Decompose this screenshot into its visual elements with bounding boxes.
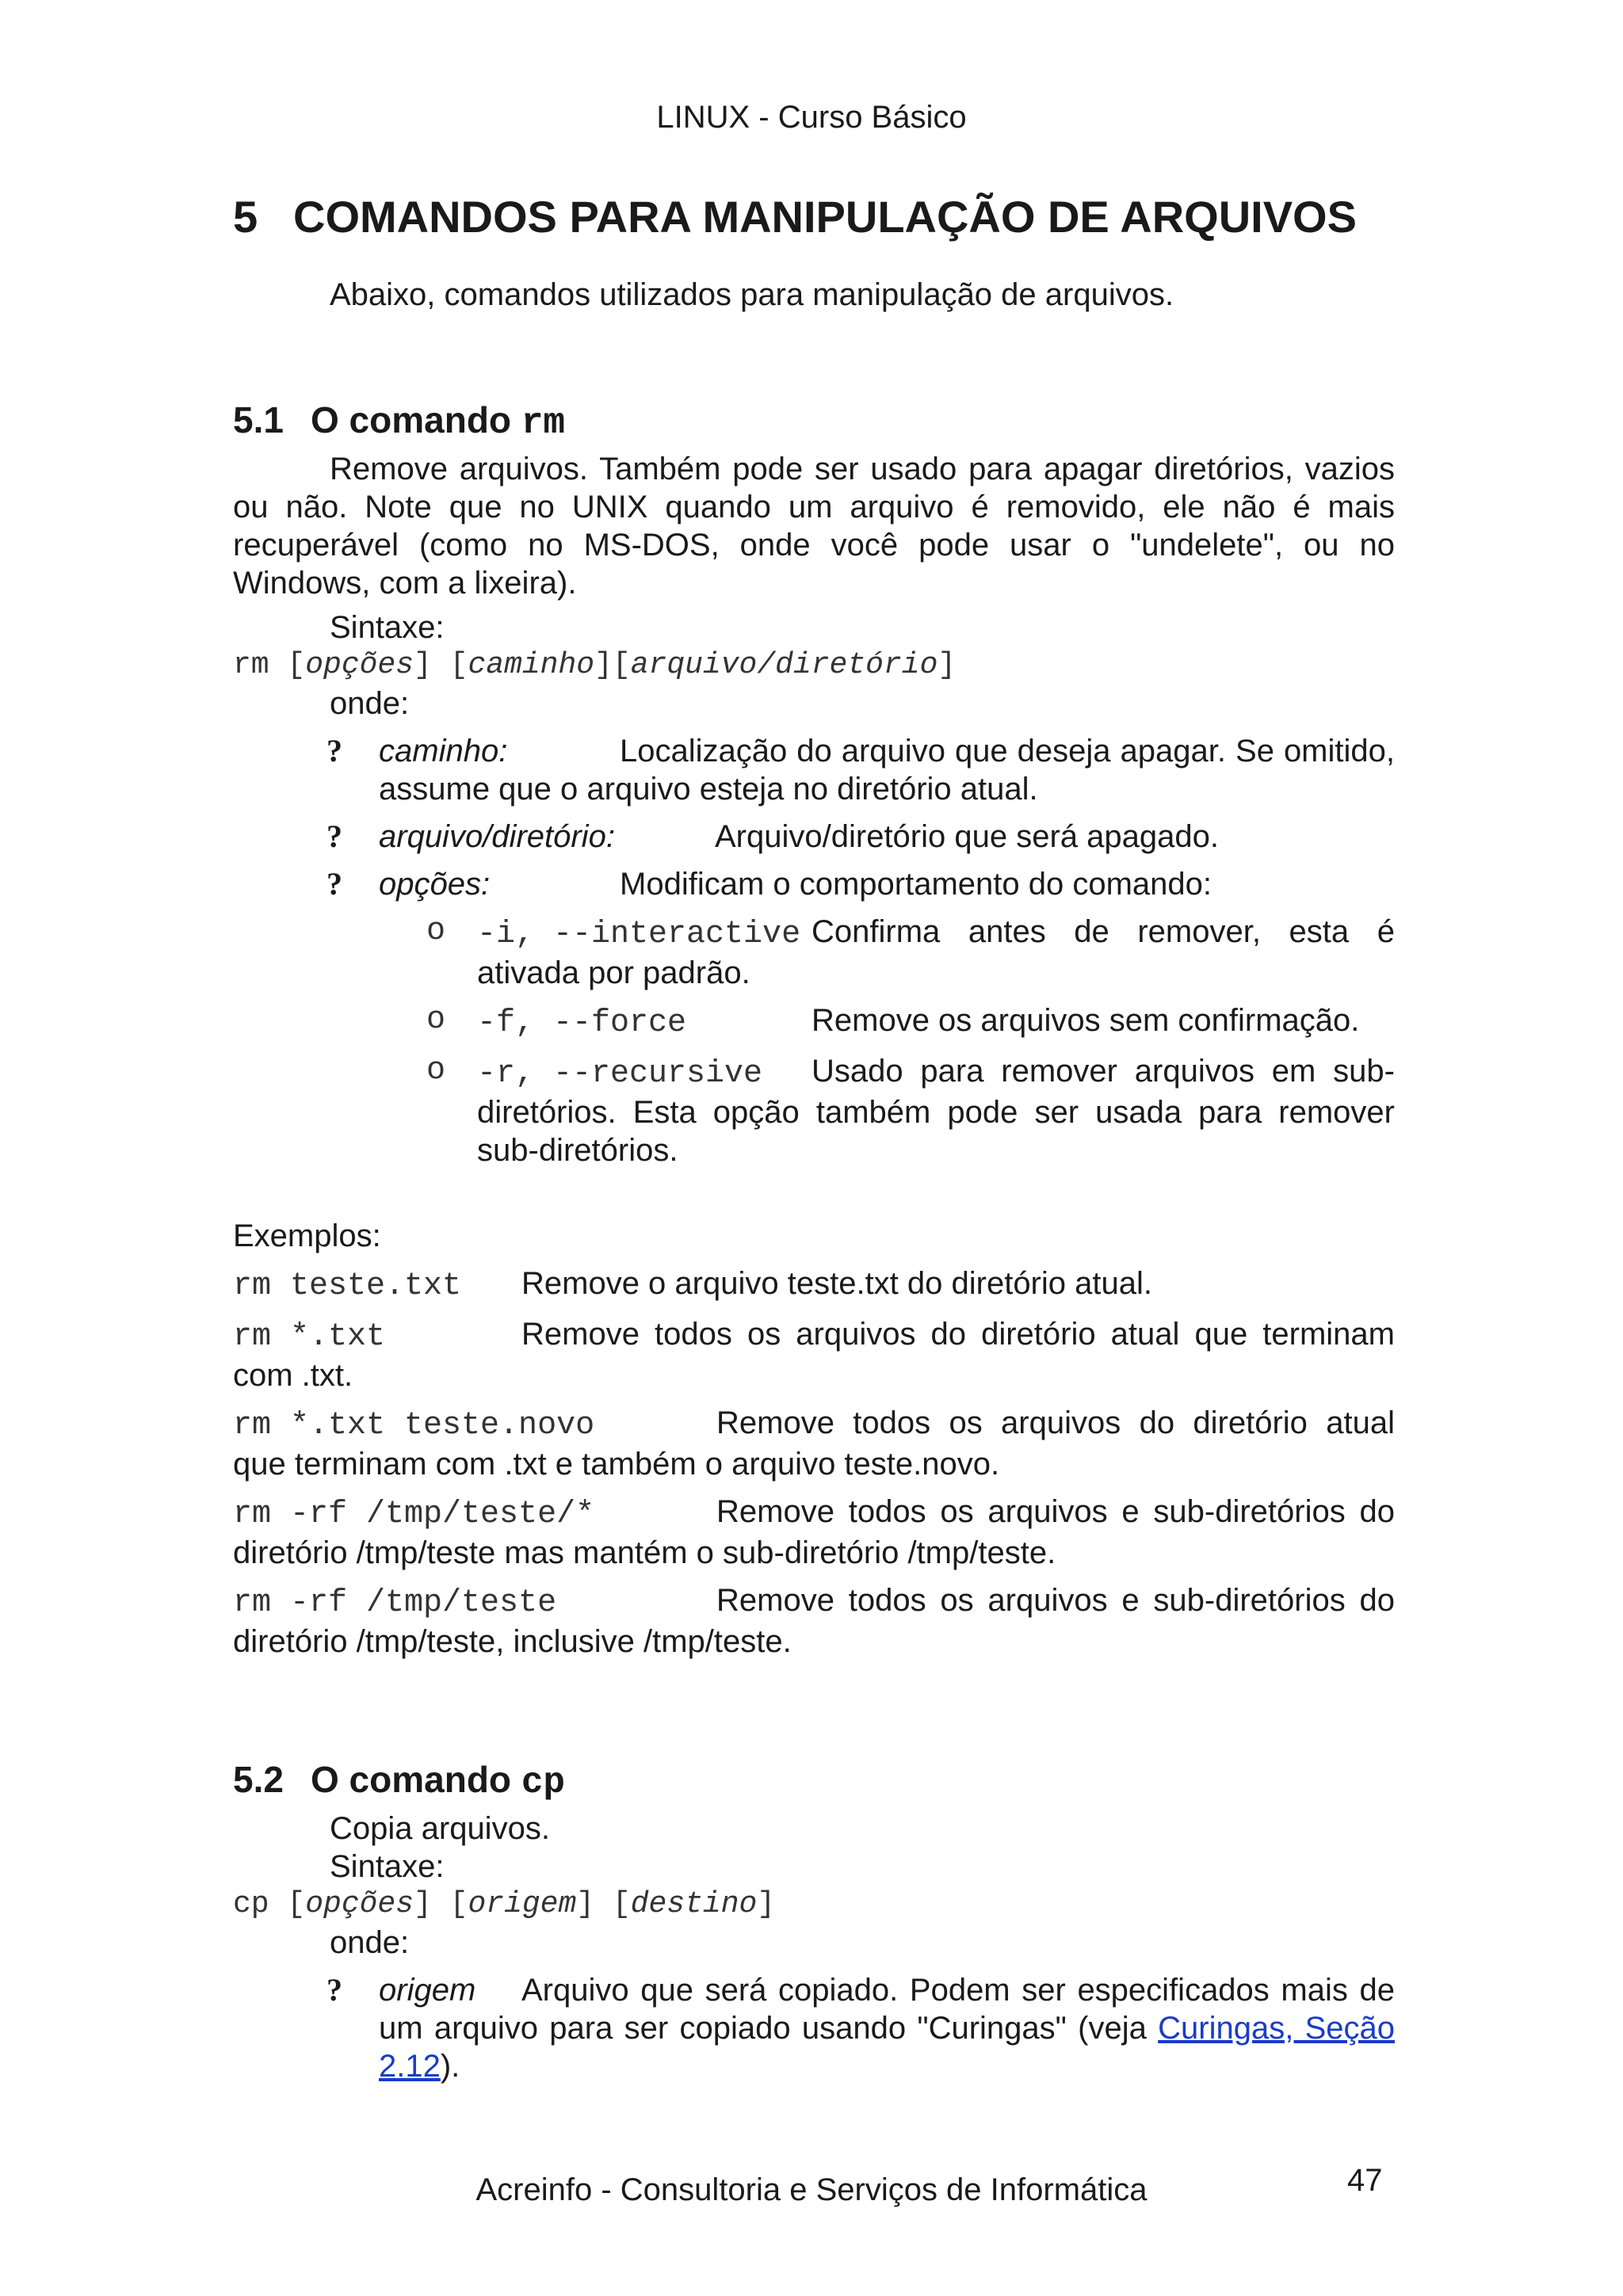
syntax-arquivo: arquivo/diretório [630,648,938,682]
page-content [233,276,1395,2085]
section-command: rm [521,402,566,444]
param-text: Arquivo/diretório que será apagado. [715,819,1219,854]
syntax-opcoes: opções [305,1887,414,1921]
param-arquivo-diretorio [233,818,1395,856]
example-text: Remove todos os arquivos e sub-diretórios do diretório /tmp/teste, inclusive /tmp/teste. [233,1583,1395,1659]
chapter-intro: Abaixo, comandos utilizados para manipulação de arquivos. [330,277,1174,312]
example-command: rm *.txt [233,1319,386,1355]
option-marker: o [426,913,446,949]
example-text: Remove todos os arquivos e sub-diretórios do diretório /tmp/teste mas mantém o sub-diretório /tmp/teste. [233,1494,1395,1570]
example-text: Remove todos os arquivos do diretório atual que terminam com .txt e também o arquivo teste.novo. [233,1405,1395,1482]
chapter-number: 5 [233,192,258,242]
chapter-title-text: COMANDOS PARA MANIPULAÇÃO DE ARQUIVOS [293,192,1357,242]
option-text: Remove os arquivos sem confirmação. [812,1003,1360,1038]
syntax-origem: origem [468,1887,577,1921]
cp-syntax: cp [opções] [origem] [destino] [233,1887,776,1921]
param-caminho [233,732,1395,808]
option-recursive [233,1052,1395,1169]
examples-label: Exemplos: [233,1219,381,1253]
rm-syntax-label: Sintaxe: [330,610,445,645]
curingas-section-link[interactable]: Curingas, Seção 2.12 [379,2011,1395,2084]
page-header: LINUX - Curso Básico [656,100,967,135]
param-origem [233,1971,1395,2085]
cp-description: Copia arquivos. [330,1811,550,1846]
example-command: rm teste.txt [233,1268,462,1304]
option-text: Usado para remover arquivos em sub-diretórios. Esta opção também pode ser usada para remover sub-diretórios. [477,1054,1395,1168]
bullet-marker: ? [327,818,342,854]
example-row [233,1315,1395,1394]
example-text: Remove todos os arquivos do diretório atual que terminam com .txt. [233,1317,1395,1393]
rm-onde-label: onde: [330,686,410,721]
param-term: opções: [379,867,491,902]
option-marker: o [426,1002,446,1038]
section-title-text: O comando [311,399,512,441]
param-text-after: ). [440,2049,460,2084]
rm-description: Remove arquivos. Também pode ser usado para apagar diretórios, vazios ou não. Note que no UNIX quando um arquivo é removido, ele não é mais recuperável (como no MS-DOS, onde você pode usar o "undelete", ou no Windows, com a lixeira). [233,452,1395,601]
example-text: Remove o arquivo teste.txt do diretório atual. [521,1266,1152,1301]
param-term: origem [379,1973,476,2008]
param-opcoes [233,865,1395,903]
syntax-destino: destino [630,1887,758,1921]
option-text: Confirma antes de remover, esta é ativada por padrão. [477,914,1395,990]
syntax-command: cp [233,1887,269,1921]
example-command: rm -rf /tmp/teste/* [233,1497,595,1532]
example-row [233,1581,1395,1661]
param-text: Arquivo que será copiado. Podem ser especificados mais de um arquivo para ser copiado usando "Curingas" (veja [379,1973,1395,2046]
example-row [233,1264,1395,1306]
option-flag: -r, --recursive [477,1056,763,1092]
example-row [233,1493,1395,1572]
param-text: Modificam o comportamento do comando: [620,867,1212,902]
bullet-marker: ? [327,733,342,769]
example-row [233,1404,1395,1483]
option-interactive [233,913,1395,992]
chapter-title [233,190,1357,244]
syntax-caminho: caminho [468,648,595,682]
bullet-marker: ? [327,1972,342,2008]
option-force [233,1001,1395,1043]
syntax-opcoes: opções [305,648,414,682]
syntax-command: rm [233,648,269,682]
example-command: rm -rf /tmp/teste [233,1585,557,1621]
section-number: 5.1 [233,399,284,441]
cp-syntax-label: Sintaxe: [330,1849,445,1884]
section-5-2-title [233,1756,1395,1806]
rm-syntax: rm [opções] [caminho][arquivo/diretório] [233,648,957,682]
example-command: rm *.txt teste.novo [233,1408,595,1444]
page-footer: Acreinfo - Consultoria e Serviços de Informática [475,2172,1148,2207]
option-flag: -f, --force [477,1005,687,1041]
param-term: caminho: [379,734,508,769]
section-command: cp [521,1762,566,1803]
section-title-text: O comando [311,1759,512,1800]
page-number: 47 [1347,2163,1383,2198]
param-term: arquivo/diretório: [379,819,615,854]
cp-onde-label: onde: [330,1925,410,1960]
option-flag: -i, --interactive [477,917,801,952]
option-marker: o [426,1053,446,1089]
section-number: 5.2 [233,1759,284,1800]
bullet-marker: ? [327,866,342,902]
section-5-1-title [233,396,1395,447]
param-text: Localização do arquivo que deseja apagar. Se omitido, assume que o arquivo esteja no diretório atual. [379,734,1395,807]
